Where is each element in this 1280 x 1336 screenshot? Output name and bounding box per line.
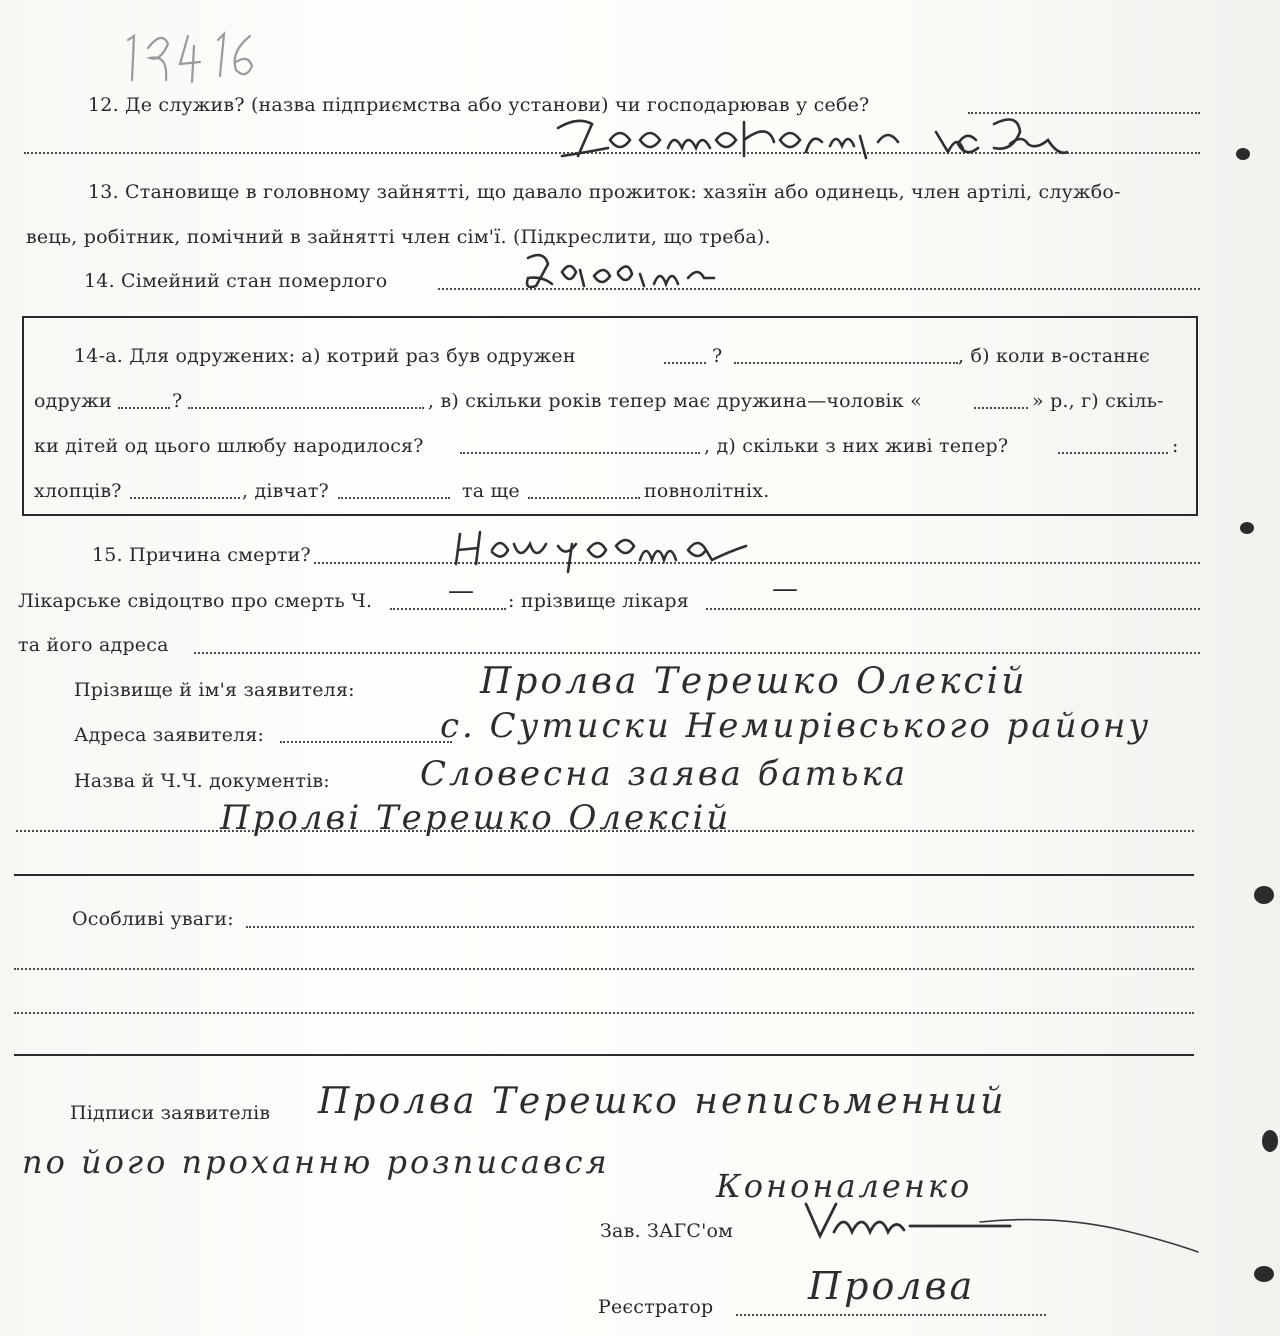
q14-line[interactable] [438, 288, 1200, 290]
q14a-date-line[interactable] [188, 407, 424, 409]
q14a-alive-line[interactable] [1058, 452, 1168, 454]
signature-line-1: Пролва Терешко неписьменний [318, 1081, 1007, 1122]
doctor-name-line[interactable] [706, 608, 1200, 610]
q13-line2: вець, робітник, помічний в зайнятті член сім'ї. (Підкреслити, що треба). [26, 226, 771, 248]
q12-label: 12. Де служив? (назва підприємства або установи) чи господарював у себе? [88, 94, 870, 116]
q14a-line4-c: та ще [462, 480, 520, 502]
remarks-label: Особливі уваги: [72, 908, 234, 930]
binding-hole-2 [1240, 522, 1254, 534]
q14a-line2-a: одружи [34, 390, 112, 412]
q12-handwriting [548, 112, 1068, 172]
q14a-girls-line[interactable] [338, 497, 450, 499]
binding-hole-1 [1236, 148, 1250, 160]
signature-line-2: по його проханню розписався [22, 1143, 610, 1181]
binding-hole-5 [1254, 1266, 1274, 1282]
q14a-line2-b: ? [172, 390, 183, 412]
q14a-adults-line[interactable] [528, 497, 640, 499]
applicant-address-value: с. Сутиски Немирівського району [440, 706, 1152, 746]
doctor-address-label: та його адреса [18, 634, 169, 656]
doctor-address-line[interactable] [194, 652, 1200, 654]
medical-dash-2: — [772, 574, 799, 604]
remarks-line-1[interactable] [246, 926, 1194, 928]
registrar-signature: Пролва [808, 1264, 976, 1308]
q12-line[interactable] [968, 112, 1200, 114]
documents-value-2: Пролві Терешко Олексій [220, 798, 732, 838]
q14a-line4-b: , дівчат? [242, 480, 329, 502]
q14a-boys-line[interactable] [130, 497, 240, 499]
remarks-line-2[interactable] [14, 968, 1194, 970]
applicant-address-label: Адреса заявителя: [74, 724, 265, 746]
medical-label-a: Лікарське свідоцтво про смерть Ч. [18, 590, 373, 612]
medical-number-line[interactable] [390, 608, 506, 610]
q14a-married-line[interactable] [118, 407, 170, 409]
applicant-name-value: Пролва Терешко Олексій [480, 661, 1028, 702]
q14a-line2-c: , в) скільки років тепер має дружина—чоловік « [428, 390, 922, 412]
q14a-line2-d: » р., г) скіль- [1032, 390, 1164, 412]
documents-label: Назва й Ч.Ч. документів: [74, 770, 330, 792]
q15-label: 15. Причина смерти? [92, 544, 311, 566]
signatures-label: Підписи заявителів [70, 1102, 271, 1124]
q14a-line4-a: хлопців? [34, 480, 122, 502]
binding-hole-3 [1254, 886, 1274, 904]
documents-value: Словесна заява батька [420, 754, 909, 794]
q14a-times-married-line[interactable] [664, 362, 706, 364]
q14a-line4-d: повнолітніх. [644, 480, 770, 502]
registrar-label: Реєстратор [598, 1296, 714, 1318]
q14a-spouse-age-line[interactable] [974, 407, 1028, 409]
q14a-line3-a: ки дітей од цього шлюбу народилося? [34, 435, 424, 457]
q15-handwriting [450, 522, 750, 574]
q14a-line1-c: , б) коли в-останнє [958, 345, 1150, 367]
medical-label-b: : прізвище лікаря [508, 590, 689, 612]
q12-answer-line[interactable] [24, 152, 1200, 154]
q14a-children-line[interactable] [460, 452, 700, 454]
zags-head-label: Зав. ЗАГС'ом [600, 1220, 734, 1242]
section-divider-2 [14, 1054, 1194, 1056]
q14a-line3-b: , д) скільки з них живі тепер? [704, 435, 1009, 457]
q14a-line1-a: 14-а. Для одружених: а) котрий раз був одружен [74, 345, 576, 367]
year-pencil-mark [110, 18, 260, 88]
applicant-name-label: Прізвище й ім'я заявителя: [74, 679, 355, 701]
q14a-line3-c: : [1172, 435, 1179, 457]
q13-line1: 13. Становище в головному зайнятті, що давало прожиток: хазяїн або одинець, член артілі, службо- [88, 181, 1121, 203]
q14a-line1-fill[interactable] [734, 362, 958, 364]
q14a-line1-b: ? [712, 345, 723, 367]
remarks-line-3[interactable] [14, 1012, 1194, 1014]
signature-line-3: Кононаленко [716, 1167, 973, 1205]
q14-label: 14. Сімейний стан померлого [84, 270, 388, 292]
q15-line[interactable] [314, 562, 1200, 564]
registrar-line[interactable] [736, 1314, 1046, 1316]
binding-hole-4 [1262, 1130, 1278, 1152]
medical-dash-1: — [448, 576, 475, 606]
applicant-address-line[interactable] [280, 741, 452, 743]
section-divider-1 [14, 874, 1194, 876]
